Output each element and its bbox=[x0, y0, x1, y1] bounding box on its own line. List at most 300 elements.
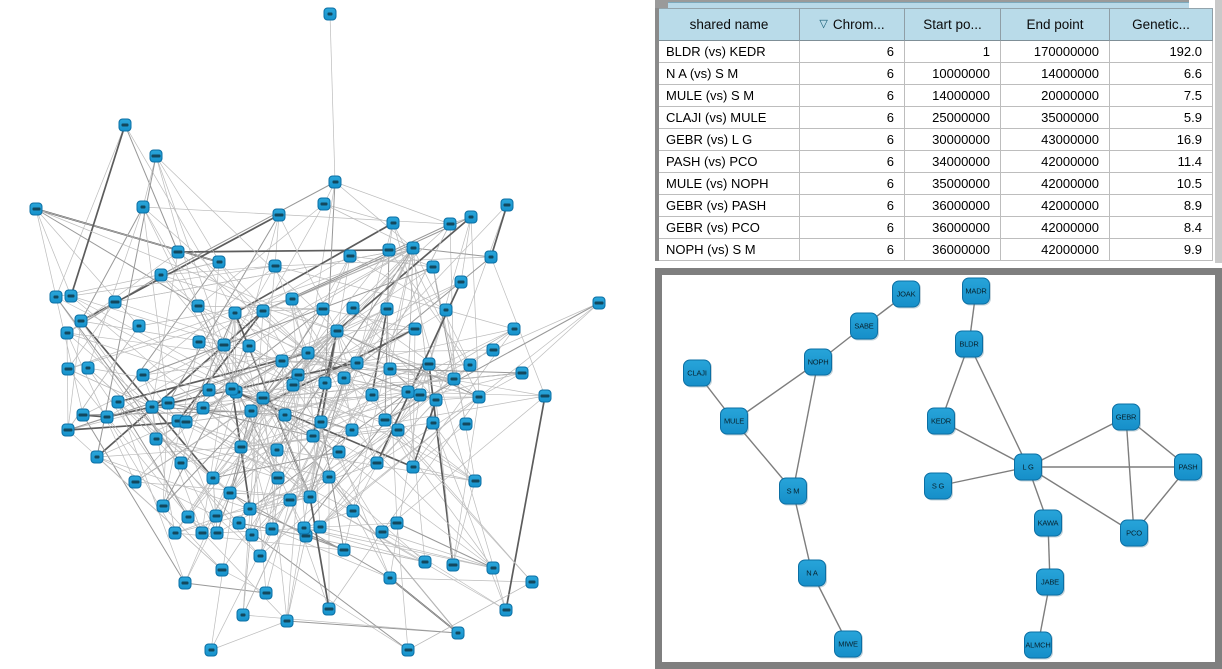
network-node[interactable] bbox=[392, 424, 405, 437]
node-label bbox=[237, 446, 245, 449]
network-node[interactable] bbox=[229, 307, 242, 320]
network-node[interactable] bbox=[119, 119, 132, 132]
network-node[interactable] bbox=[440, 304, 453, 317]
network-edge bbox=[308, 282, 461, 353]
table-row[interactable] bbox=[659, 217, 1213, 239]
network-node[interactable] bbox=[133, 320, 146, 333]
network-node[interactable] bbox=[101, 411, 114, 424]
node-label bbox=[115, 401, 121, 404]
network-node-s-g[interactable] bbox=[924, 473, 952, 500]
synteny-network-view[interactable] bbox=[662, 275, 1215, 662]
node-label bbox=[451, 378, 458, 381]
node-label bbox=[178, 462, 185, 465]
network-edge bbox=[382, 532, 493, 568]
network-node[interactable] bbox=[281, 615, 294, 628]
network-edge bbox=[211, 621, 287, 650]
network-node[interactable] bbox=[384, 572, 397, 585]
network-node-pco[interactable] bbox=[1120, 520, 1148, 547]
network-node[interactable] bbox=[302, 347, 315, 360]
network-node[interactable] bbox=[91, 451, 104, 464]
network-node[interactable] bbox=[203, 384, 216, 397]
node-label bbox=[393, 522, 402, 525]
network-edge bbox=[1126, 417, 1134, 533]
network-node[interactable] bbox=[402, 644, 415, 657]
table-row[interactable] bbox=[659, 239, 1213, 261]
network-node[interactable] bbox=[50, 291, 63, 304]
column-header-3[interactable] bbox=[1001, 8, 1110, 41]
network-node[interactable] bbox=[501, 199, 514, 212]
network-node[interactable] bbox=[487, 344, 500, 357]
edge-table-panel bbox=[655, 0, 1222, 264]
node-label bbox=[306, 352, 311, 355]
network-node[interactable] bbox=[243, 340, 256, 353]
table-cell: 14000000 bbox=[1001, 63, 1110, 85]
network-node[interactable] bbox=[317, 303, 330, 316]
network-node[interactable] bbox=[500, 604, 513, 617]
network-node[interactable] bbox=[487, 562, 500, 575]
network-node[interactable] bbox=[344, 250, 357, 263]
network-node[interactable] bbox=[371, 457, 384, 470]
table-cell: 42000000 bbox=[1001, 239, 1110, 261]
table-cell: 6 bbox=[800, 85, 905, 107]
network-edge bbox=[71, 125, 125, 296]
network-edge bbox=[125, 125, 235, 313]
column-header-label: Chrom... bbox=[832, 17, 885, 32]
network-node[interactable] bbox=[383, 244, 396, 257]
node-label bbox=[390, 222, 396, 225]
node-label bbox=[200, 407, 206, 410]
table-cell: 7.5 bbox=[1110, 85, 1213, 107]
network-node[interactable] bbox=[314, 521, 327, 534]
network-node[interactable] bbox=[347, 302, 360, 315]
node-label bbox=[137, 325, 142, 328]
node-label bbox=[182, 421, 191, 424]
network-node[interactable] bbox=[323, 603, 336, 616]
node-label bbox=[227, 492, 234, 495]
node-label: BLDR bbox=[959, 339, 979, 349]
table-row[interactable] bbox=[659, 195, 1213, 217]
network-node[interactable] bbox=[452, 627, 465, 640]
network-edge bbox=[329, 532, 382, 609]
network-node[interactable] bbox=[460, 418, 473, 431]
network-node-gebr[interactable] bbox=[1112, 404, 1140, 431]
network-node[interactable] bbox=[196, 527, 209, 540]
column-header-1[interactable] bbox=[800, 8, 905, 41]
network-node[interactable] bbox=[315, 416, 328, 429]
node-label bbox=[319, 308, 328, 311]
network-node-miwe[interactable] bbox=[834, 631, 862, 658]
node-label bbox=[504, 204, 511, 207]
table-row[interactable] bbox=[659, 173, 1213, 195]
network-edge bbox=[143, 207, 232, 389]
synteny-edges-layer bbox=[662, 275, 1215, 662]
network-node[interactable] bbox=[465, 211, 478, 224]
network-node-noph[interactable] bbox=[804, 349, 832, 376]
table-cell: 6 bbox=[800, 107, 905, 129]
network-node-joak[interactable] bbox=[892, 281, 920, 308]
node-label bbox=[152, 155, 161, 158]
network-node[interactable] bbox=[273, 209, 286, 222]
node-label bbox=[373, 462, 382, 465]
network-node[interactable] bbox=[146, 401, 159, 414]
network-node[interactable] bbox=[346, 424, 359, 437]
network-node[interactable] bbox=[407, 461, 420, 474]
network-edge bbox=[308, 350, 493, 353]
network-node[interactable] bbox=[427, 261, 440, 274]
network-node[interactable] bbox=[407, 242, 420, 255]
node-label bbox=[385, 249, 394, 252]
node-label bbox=[490, 567, 496, 570]
node-label bbox=[111, 301, 120, 304]
table-row[interactable] bbox=[659, 41, 1213, 63]
node-label bbox=[411, 328, 420, 331]
network-node[interactable] bbox=[323, 471, 336, 484]
network-node-pash[interactable] bbox=[1174, 454, 1202, 481]
network-edge bbox=[491, 205, 507, 257]
network-node[interactable] bbox=[286, 293, 299, 306]
network-node[interactable] bbox=[129, 476, 142, 489]
network-node[interactable] bbox=[526, 576, 539, 589]
network-node[interactable] bbox=[366, 389, 379, 402]
node-label bbox=[216, 261, 222, 264]
column-header-4[interactable] bbox=[1110, 8, 1213, 41]
network-edge bbox=[330, 14, 335, 182]
node-label bbox=[32, 208, 40, 211]
network-node[interactable] bbox=[246, 529, 259, 542]
network-node-madr[interactable] bbox=[962, 278, 990, 305]
node-label bbox=[302, 535, 311, 538]
node-label bbox=[350, 429, 355, 432]
column-header-2[interactable] bbox=[905, 8, 1001, 41]
network-node-almch[interactable] bbox=[1024, 632, 1052, 659]
network-node[interactable] bbox=[245, 405, 258, 418]
network-edge bbox=[385, 420, 532, 582]
network-node[interactable] bbox=[423, 358, 436, 371]
network-node[interactable] bbox=[376, 526, 389, 539]
network-node[interactable] bbox=[213, 256, 226, 269]
network-node[interactable] bbox=[109, 296, 122, 309]
node-label bbox=[323, 382, 328, 385]
network-node[interactable] bbox=[179, 577, 192, 590]
network-node-mule[interactable] bbox=[720, 408, 748, 435]
table-cell: 35000000 bbox=[1001, 107, 1110, 129]
network-node[interactable] bbox=[276, 355, 289, 368]
network-node[interactable] bbox=[257, 392, 270, 405]
network-node[interactable] bbox=[287, 379, 300, 392]
network-node[interactable] bbox=[329, 176, 342, 189]
node-label bbox=[213, 532, 221, 535]
node-label bbox=[248, 410, 254, 413]
node-label bbox=[208, 649, 214, 652]
network-node[interactable] bbox=[257, 305, 270, 318]
node-label: NOPH bbox=[807, 357, 829, 367]
network-node[interactable] bbox=[260, 587, 273, 600]
network-node[interactable] bbox=[175, 457, 188, 470]
network-node[interactable] bbox=[62, 424, 75, 437]
network-edge bbox=[408, 582, 532, 650]
node-label bbox=[336, 451, 343, 454]
network-node[interactable] bbox=[419, 556, 432, 569]
node-label bbox=[318, 421, 325, 424]
network-node[interactable] bbox=[62, 363, 75, 376]
table-cell: 6.6 bbox=[1110, 63, 1213, 85]
network-node[interactable] bbox=[269, 260, 282, 273]
node-label bbox=[68, 295, 75, 298]
table-cell: 11.4 bbox=[1110, 151, 1213, 173]
network-node[interactable] bbox=[391, 517, 404, 530]
node-label bbox=[430, 266, 437, 269]
node-label bbox=[122, 124, 129, 127]
network-node[interactable] bbox=[77, 409, 90, 422]
network-node[interactable] bbox=[485, 251, 498, 264]
network-node[interactable] bbox=[333, 446, 346, 459]
node-label bbox=[140, 374, 147, 377]
network-edge bbox=[522, 303, 599, 373]
node-label bbox=[284, 620, 291, 623]
network-node[interactable] bbox=[137, 201, 150, 214]
table-cell: 36000000 bbox=[905, 217, 1001, 239]
node-label bbox=[172, 532, 178, 535]
column-header-label: shared name bbox=[689, 17, 769, 32]
network-edge bbox=[275, 266, 446, 310]
network-edge bbox=[390, 578, 458, 633]
network-node[interactable] bbox=[384, 363, 397, 376]
network-node[interactable] bbox=[469, 475, 482, 488]
network-node[interactable] bbox=[447, 559, 460, 572]
network-edge bbox=[290, 500, 329, 609]
network-node[interactable] bbox=[75, 315, 88, 328]
table-row[interactable] bbox=[659, 107, 1213, 129]
network-node[interactable] bbox=[464, 359, 477, 372]
table-cell: 6 bbox=[800, 239, 905, 261]
node-label bbox=[159, 274, 164, 277]
network-node[interactable] bbox=[216, 564, 229, 577]
node-label bbox=[332, 181, 338, 184]
network-edge bbox=[272, 529, 390, 578]
network-node-claji[interactable] bbox=[683, 360, 711, 387]
network-node[interactable] bbox=[207, 472, 220, 485]
column-header-label: End point bbox=[1026, 17, 1084, 32]
network-node[interactable] bbox=[338, 544, 351, 557]
network-edge bbox=[357, 205, 507, 363]
network-edge bbox=[251, 411, 290, 500]
node-label bbox=[476, 396, 483, 399]
node-label bbox=[378, 531, 386, 534]
node-label bbox=[595, 302, 604, 305]
node-label bbox=[468, 364, 473, 367]
node-label bbox=[182, 582, 189, 585]
table-cell: 35000000 bbox=[905, 173, 1001, 195]
node-label bbox=[241, 614, 246, 617]
network-node[interactable] bbox=[226, 383, 239, 396]
network-node[interactable] bbox=[193, 336, 206, 349]
network-edge bbox=[235, 313, 236, 392]
network-node[interactable] bbox=[272, 472, 285, 485]
network-node-s-m[interactable] bbox=[779, 478, 807, 505]
edge-table bbox=[655, 8, 1213, 261]
network-node[interactable] bbox=[192, 300, 205, 313]
node-label bbox=[54, 296, 59, 299]
node-label bbox=[406, 391, 411, 394]
network-node[interactable] bbox=[271, 444, 284, 457]
network-node[interactable] bbox=[284, 494, 297, 507]
network-node-bldr[interactable] bbox=[955, 331, 983, 358]
network-node[interactable] bbox=[155, 269, 168, 282]
network-node[interactable] bbox=[218, 339, 231, 352]
node-label: PASH bbox=[1178, 462, 1198, 472]
network-node[interactable] bbox=[61, 327, 74, 340]
table-top-scrollbar[interactable] bbox=[655, 0, 1215, 8]
table-row[interactable] bbox=[659, 129, 1213, 151]
table-row[interactable] bbox=[659, 85, 1213, 107]
node-label: MIWE bbox=[838, 639, 858, 649]
node-label bbox=[388, 577, 393, 580]
network-node[interactable] bbox=[409, 323, 422, 336]
node-label bbox=[518, 372, 527, 375]
network-node[interactable] bbox=[414, 389, 427, 402]
table-row[interactable] bbox=[659, 151, 1213, 173]
network-node[interactable] bbox=[224, 487, 237, 500]
network-node[interactable] bbox=[347, 505, 360, 518]
network-node[interactable] bbox=[298, 522, 311, 535]
network-node[interactable] bbox=[169, 527, 182, 540]
network-node[interactable] bbox=[30, 203, 43, 216]
network-node[interactable] bbox=[211, 527, 224, 540]
network-node[interactable] bbox=[304, 491, 317, 504]
table-cell: PASH (vs) PCO bbox=[659, 151, 800, 173]
network-node[interactable] bbox=[157, 500, 170, 513]
network-node-kawa[interactable] bbox=[1034, 510, 1062, 537]
network-node[interactable] bbox=[172, 246, 185, 259]
network-edge bbox=[36, 209, 71, 296]
node-label bbox=[489, 256, 494, 259]
network-node[interactable] bbox=[516, 367, 529, 380]
network-node[interactable] bbox=[279, 409, 292, 422]
network-node[interactable] bbox=[387, 217, 400, 230]
network-node[interactable] bbox=[448, 373, 461, 386]
node-label bbox=[211, 477, 216, 480]
table-cell: 8.4 bbox=[1110, 217, 1213, 239]
node-label bbox=[333, 330, 341, 333]
table-cell: 10000000 bbox=[905, 63, 1001, 85]
node-label bbox=[410, 466, 416, 469]
node-label bbox=[283, 414, 288, 417]
node-label bbox=[237, 522, 242, 525]
node-label: S G bbox=[931, 481, 945, 491]
network-node[interactable] bbox=[455, 276, 468, 289]
node-label bbox=[307, 496, 313, 499]
table-cell: CLAJI (vs) MULE bbox=[659, 107, 800, 129]
node-label bbox=[449, 564, 458, 567]
node-label bbox=[289, 384, 297, 387]
network-node[interactable] bbox=[307, 430, 320, 443]
network-node-l-g[interactable] bbox=[1014, 454, 1042, 481]
network-node[interactable] bbox=[65, 290, 78, 303]
network-node[interactable] bbox=[162, 397, 175, 410]
table-cell: 20000000 bbox=[1001, 85, 1110, 107]
network-node[interactable] bbox=[430, 394, 443, 407]
network-node[interactable] bbox=[112, 396, 125, 409]
network-node[interactable] bbox=[244, 503, 257, 516]
network-node[interactable] bbox=[137, 369, 150, 382]
table-cell: MULE (vs) NOPH bbox=[659, 173, 800, 195]
network-node[interactable] bbox=[237, 609, 250, 622]
network-node[interactable] bbox=[593, 297, 606, 310]
column-header-0[interactable] bbox=[659, 8, 800, 41]
network-node[interactable] bbox=[324, 8, 337, 21]
network-node-sabe[interactable] bbox=[850, 313, 878, 340]
network-node[interactable] bbox=[381, 303, 394, 316]
network-edge bbox=[143, 207, 308, 353]
node-label bbox=[196, 341, 203, 344]
table-cell: 6 bbox=[800, 129, 905, 151]
network-edge bbox=[125, 125, 178, 252]
network-node[interactable] bbox=[444, 218, 457, 231]
network-node[interactable] bbox=[319, 377, 332, 390]
network-node-jabe[interactable] bbox=[1036, 569, 1064, 596]
table-vertical-scrollbar[interactable] bbox=[1215, 0, 1222, 263]
network-node-n-a[interactable] bbox=[798, 560, 826, 587]
network-node[interactable] bbox=[150, 150, 163, 163]
node-label bbox=[302, 527, 307, 530]
node-label bbox=[64, 332, 70, 335]
node-label bbox=[194, 305, 202, 308]
network-node[interactable] bbox=[318, 198, 331, 211]
network-node[interactable] bbox=[473, 391, 486, 404]
network-node[interactable] bbox=[331, 325, 344, 338]
network-node[interactable] bbox=[82, 362, 95, 375]
table-cell: 34000000 bbox=[905, 151, 1001, 173]
table-cell: 43000000 bbox=[1001, 129, 1110, 151]
network-node-kedr[interactable] bbox=[927, 408, 955, 435]
network-node[interactable] bbox=[235, 441, 248, 454]
network-node[interactable] bbox=[150, 433, 163, 446]
network-node[interactable] bbox=[197, 402, 210, 415]
network-node[interactable] bbox=[205, 644, 218, 657]
network-node[interactable] bbox=[233, 517, 246, 530]
network-node[interactable] bbox=[351, 357, 364, 370]
node-label bbox=[381, 419, 390, 422]
node-label bbox=[198, 532, 206, 535]
network-node[interactable] bbox=[338, 372, 351, 385]
node-label bbox=[104, 416, 111, 419]
node-label: S M bbox=[786, 486, 800, 496]
node-label bbox=[233, 312, 238, 315]
network-node[interactable] bbox=[254, 550, 267, 563]
network-node[interactable] bbox=[508, 323, 521, 336]
network-node[interactable] bbox=[427, 417, 440, 430]
table-row[interactable] bbox=[659, 63, 1213, 85]
node-label bbox=[294, 374, 302, 377]
table-cell: 1 bbox=[905, 41, 1001, 63]
table-cell: 6 bbox=[800, 63, 905, 85]
network-edge bbox=[385, 303, 599, 420]
network-node[interactable] bbox=[182, 511, 195, 524]
network-node[interactable] bbox=[266, 523, 279, 536]
network-node[interactable] bbox=[180, 416, 193, 429]
network-node[interactable] bbox=[210, 510, 223, 523]
node-label bbox=[64, 368, 72, 371]
network-node[interactable] bbox=[379, 414, 392, 427]
node-label bbox=[416, 394, 425, 397]
network-edge bbox=[393, 223, 506, 610]
network-node[interactable] bbox=[539, 390, 552, 403]
node-label: KAWA bbox=[1037, 518, 1059, 528]
node-label bbox=[220, 344, 229, 347]
node-label bbox=[159, 505, 167, 508]
node-label bbox=[95, 456, 100, 459]
node-label bbox=[325, 608, 334, 611]
